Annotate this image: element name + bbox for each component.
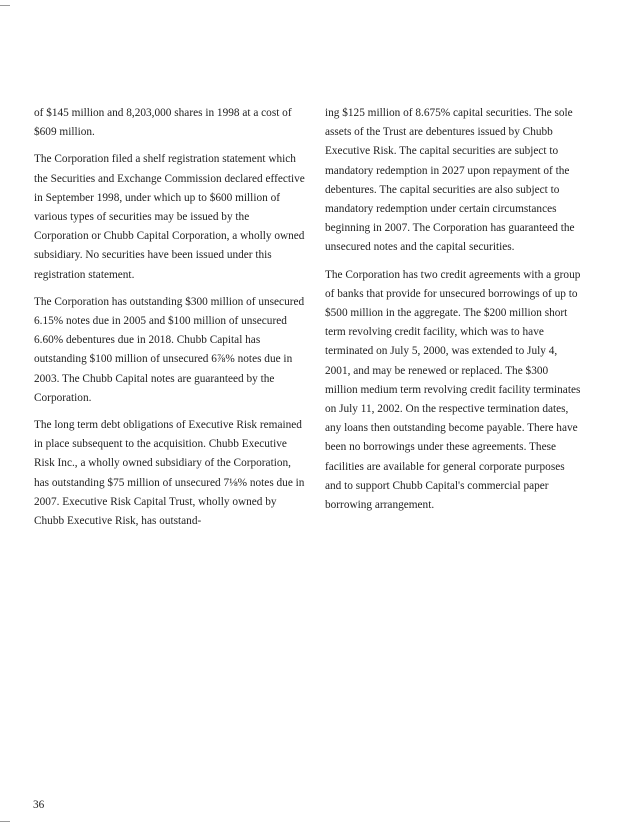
paragraph: The long term debt obligations of Executive Risk remained in place subsequent to the acquisition. Chubb Executive Risk Inc., a wholly owned subsidiary of the Corporation, has outstanding $75 million of unsecured 7⅛% notes due in 2007. Executive Risk Capital Trust, wholly owned by Chubb Executive Risk, has outstand- <box>34 419 305 528</box>
paragraph: The Corporation has outstanding $300 million of unsecured 6.15% notes due in 2005 and $100 million of unsecured 6.60% debentures due in 2018. Chubb Capital has outstanding $100 million of unsecured 6⅞% notes due in 2003. The Chubb Capital notes are guaranteed by the Corporation. <box>34 295 305 404</box>
paragraph: ing $125 million of 8.675% capital securities. The sole assets of the Trust are debentures issued by Chubb Executive Risk. The capital securities are subject to mandatory redemption in 2027 upon repayment of the debentures. The capital securities are also subject to mandatory redemption under certain circumstances beginning in 2007. The Corporation has guaranteed the unsecured notes and the capital securities. <box>325 107 575 254</box>
left-text-column <box>34 104 306 539</box>
page-number: 36 <box>33 799 45 811</box>
crop-mark-top <box>0 5 10 6</box>
paragraph: The Corporation has two credit agreements with a group of banks that provide for unsecured borrowings of up to $500 million in the aggregate. The $200 million short term revolving credit facility, which was to have terminated on July 5, 2000, was extended to July 4, 2001, and may be renewed or replaced. The $300 million medium term revolving credit facility terminates on July 11, 2002. On the respective termination dates, any loans then outstanding become payable. There have been no borrowings under these agreements. These facilities are available for general corporate purposes and to support Chubb Capital's commercial paper borrowing arrangement. <box>325 268 581 512</box>
paragraph: of $145 million and 8,203,000 shares in 1998 at a cost of $609 million. <box>34 107 292 139</box>
right-text-column <box>325 104 581 523</box>
crop-mark-bottom <box>0 821 10 822</box>
paragraph: The Corporation filed a shelf registration statement which the Securities and Exchange Commission declared effective in September 1998, under which up to $600 million of various types of securities may be issued by the Corporation or Chubb Capital Corporation, a wholly owned subsidiary. No securities have been issued under this registration statement. <box>34 153 305 281</box>
